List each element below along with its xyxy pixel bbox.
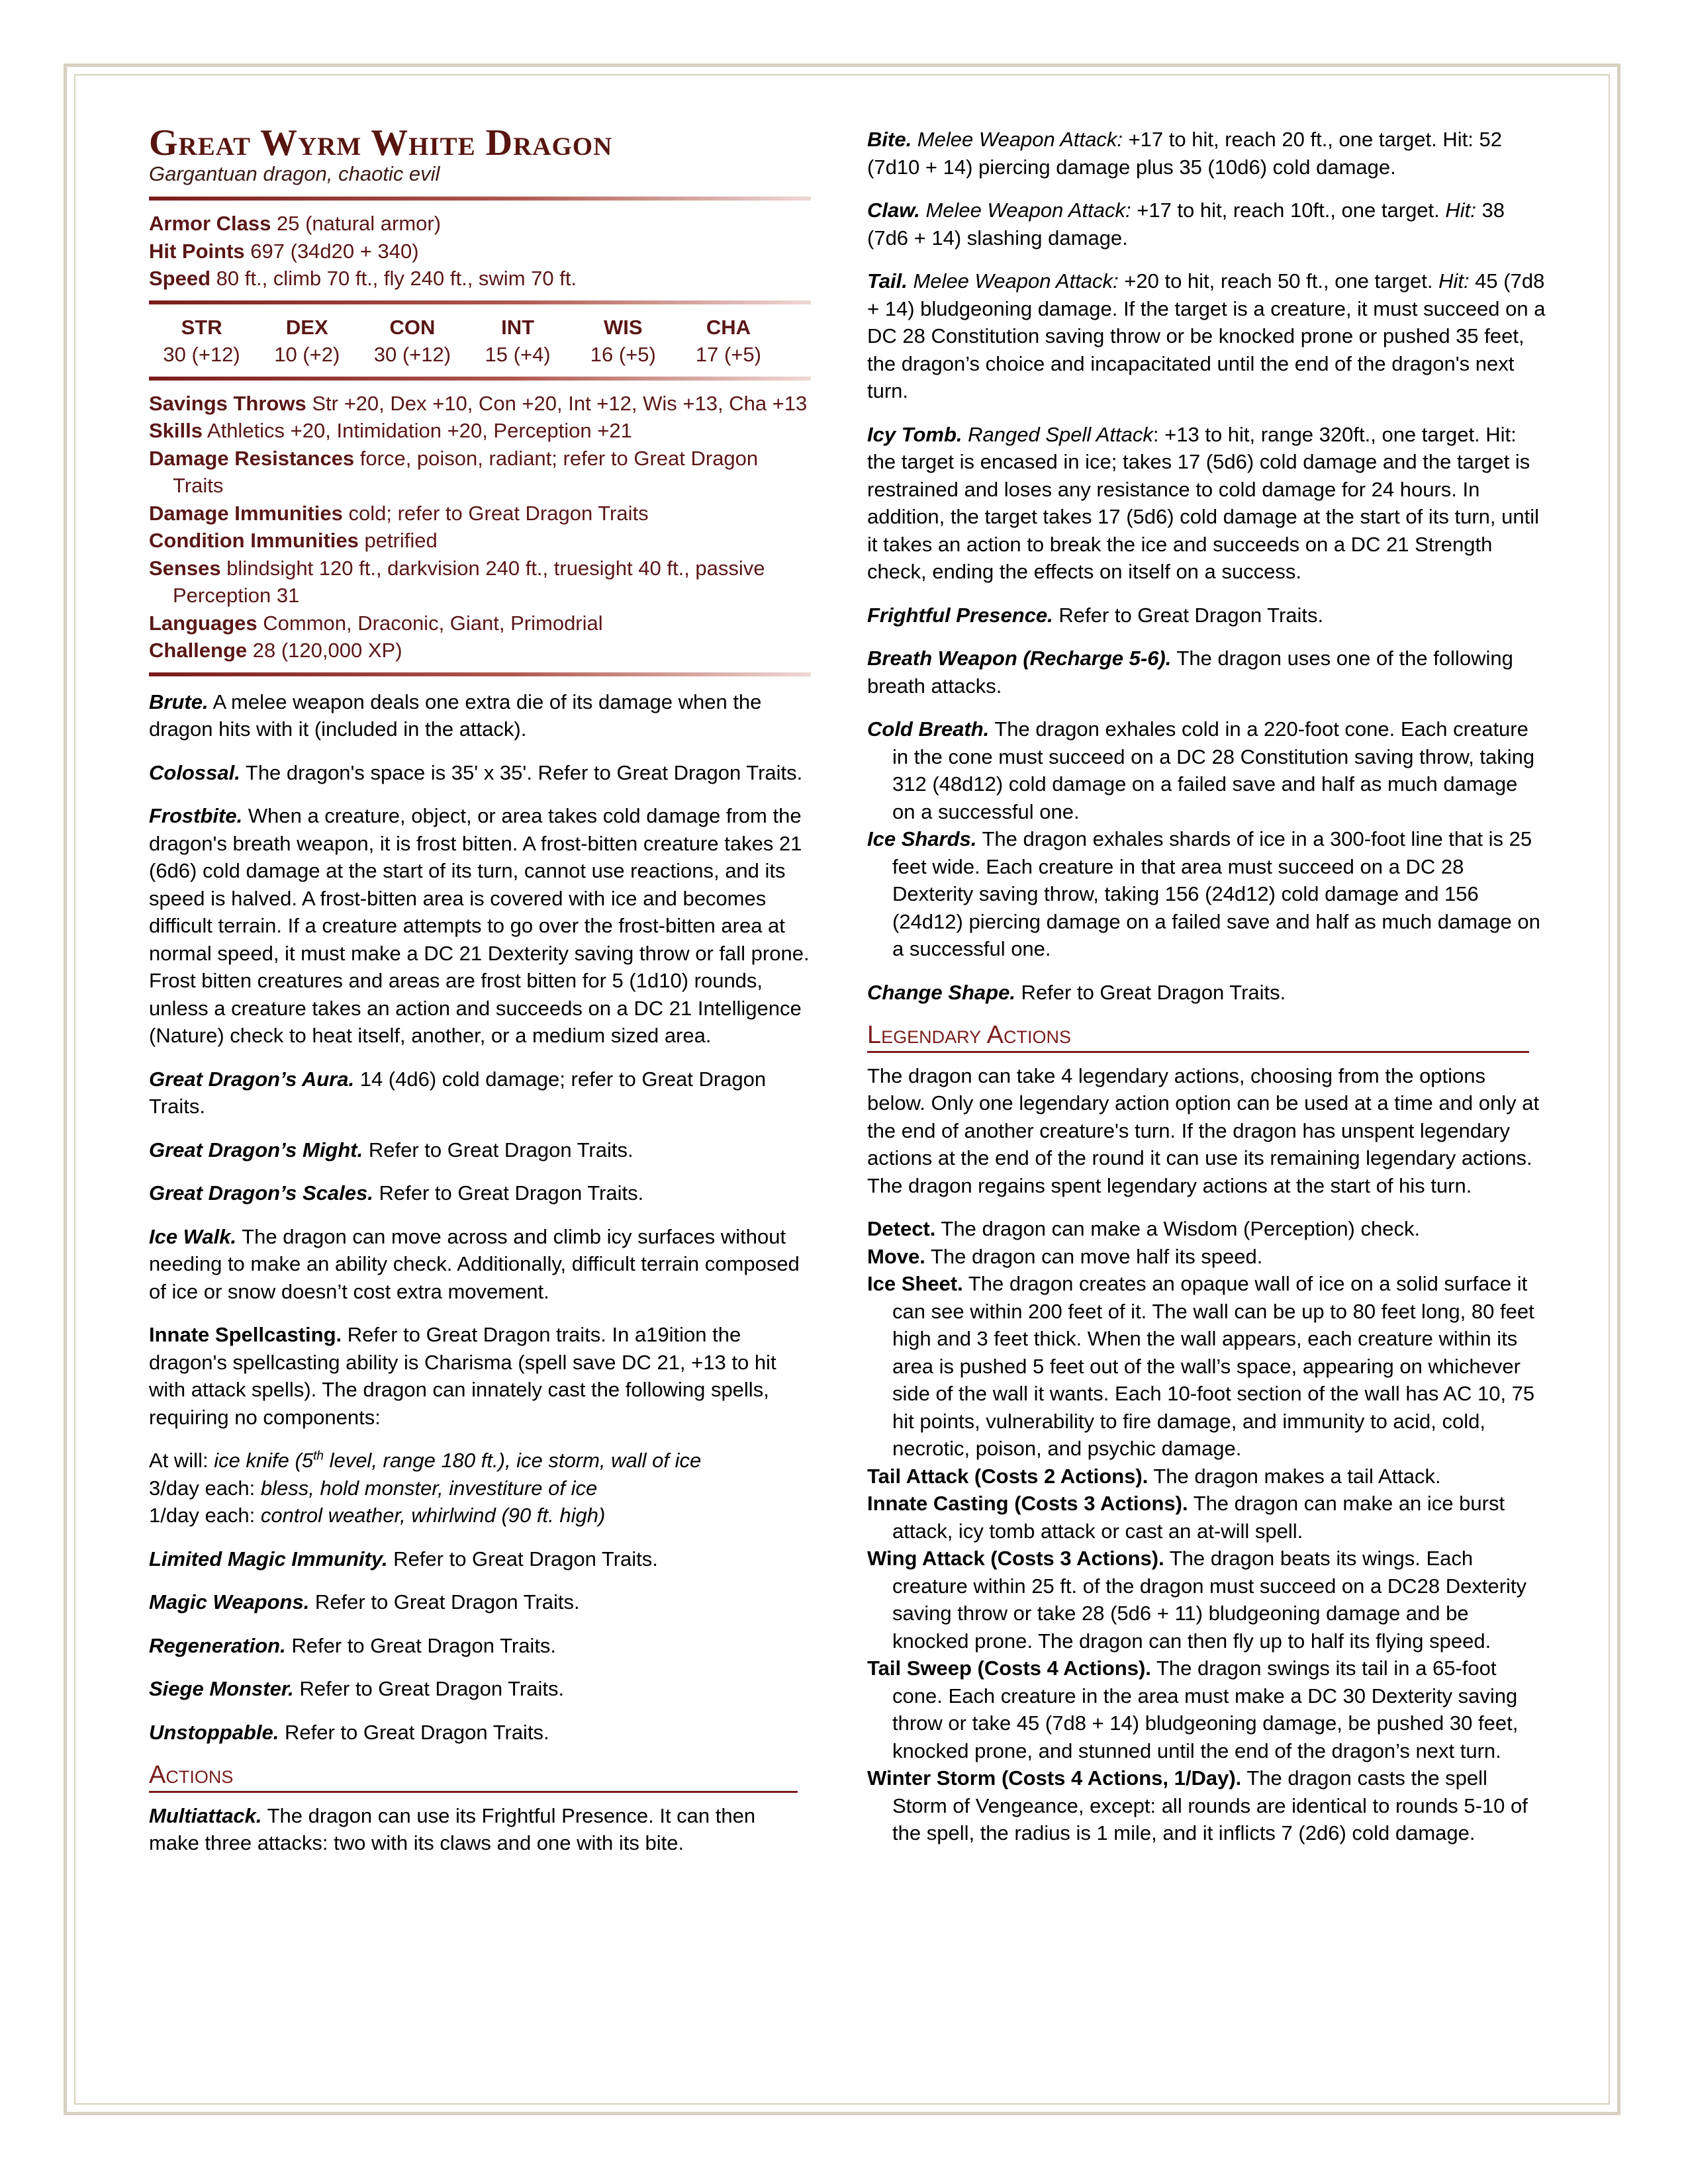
divider [149, 300, 811, 304]
prop-senses: Senses blindsight 120 ft., darkvision 240 ft., truesight 40 ft., passive Perception 31 [149, 556, 765, 607]
trait-great-dragons-might: Great Dragon’s Might. Refer to Great Dragon Traits. [149, 1138, 633, 1161]
ability-int: INT 15 (+4) [485, 315, 551, 366]
prop-skills: Skills Athletics +20, Intimidation +20, Perception +21 [149, 419, 632, 442]
breath-cold: Cold Breath. The dragon exhales cold in a 220-foot cone. Each creature in the cone must succeed on a DC 28 Constitution saving throw, taking 312 (48d12) cold damage on a failed save and half as much damage on a successful one. [867, 717, 1535, 823]
prop-condition-immunities: Condition Immunities petrified [149, 529, 438, 552]
spell-1-per-day: 1/day each: control weather, whirlwind (90 ft. high) [149, 1504, 606, 1527]
trait-brute: Brute. A melee weapon deals one extra die of its damage when the dragon hits with it (included in the attack). [149, 690, 762, 741]
legendary-tail-attack: Tail Attack (Costs 2 Actions). The dragon makes a tail Attack. [867, 1464, 1441, 1488]
monster-title: Great Wyrm White Dragon [149, 122, 613, 163]
spell-3-per-day: 3/day each: bless, hold monster, investiture of ice [149, 1476, 598, 1500]
breath-ice-shards: Ice Shards. The dragon exhales shards of ice in a 300-foot line that is 25 feet wide. Each creature in that area must succeed on a DC 28 Dexterity saving throw, taking 156 (24d12) cold damage and 156 (24d12) piercing damage on a failed save and half as much damage on a successful one. [867, 827, 1540, 960]
action-multiattack: Multiattack. The dragon can use its Frightful Presence. It can then make three attacks: two with its claws and one with its bite. [149, 1803, 756, 1854]
prop-damage-resistances: Damage Resistances force, poison, radiant; refer to Great Dragon Traits [149, 446, 759, 497]
legendary-list [867, 1215, 1546, 1847]
legendary-move: Move. The dragon can move half its speed. [867, 1244, 1263, 1268]
legendary-actions-heading: Legendary Actions [867, 1022, 1529, 1053]
prop-damage-immunities: Damage Immunities cold; refer to Great Dragon Traits [149, 501, 649, 525]
ability-wis: WIS 16 (+5) [590, 315, 656, 366]
legendary-detect: Detect. The dragon can make a Wisdom (Perception) check. [867, 1217, 1421, 1240]
trait-innate-spellcasting: Innate Spellcasting. Refer to Great Dragon traits. In a19ition the dragon's spellcasting ability is Charisma (spell save DC 21, +13 to hit with attack spells). The dragon can innately cast the following spells, requiring no components: [149, 1323, 776, 1429]
trait-great-dragons-aura: Great Dragon’s Aura. 14 (4d6) cold damage; refer to Great Dragon Traits. [149, 1067, 767, 1118]
trait-ice-walk: Ice Walk. The dragon can move across and climb icy surfaces without needing to make an ability check. Additionally, difficult terrain composed of ice or snow doesn’t cost extra movement. [149, 1224, 800, 1303]
legendary-ice-sheet: Ice Sheet. The dragon creates an opaque wall of ice on a solid surface it can see within 200 feet of it. The wall can be up to 80 feet long, 80 feet high and 3 feet thick. When the wall appears, each creature within its area is pushed 5 feet out of the wall’s space, appearing on whichever side of the wall it wants. Each 10-foot section of the wall has AC 10, 75 hit points, vulnerability to fire damage, and immunity to acid, cold, necrotic, poison, and psychic damage. [867, 1272, 1535, 1460]
legendary-winter-storm: Winter Storm (Costs 4 Actions, 1/Day). The dragon casts the spell Storm of Vengeance, except: all rounds are identical to rounds 5-10 of the spell, the radius is 1 mile, and it inflicts 7 (2d6) cold damage. [867, 1766, 1528, 1844]
ability-scores [149, 314, 781, 369]
monster-subtitle: Gargantuan dragon, chaotic evil [149, 161, 440, 185]
legendary-wing-attack: Wing Attack (Costs 3 Actions). The dragon beats its wings. Each creature within 25 ft. of the dragon must succeed on a DC28 Dexterity saving throw or take 28 (5d6 + 11) bludgeoning damage and be knocked prone. The dragon can then fly up to half its flying speed. [867, 1547, 1527, 1653]
action-claw: Claw. Melee Weapon Attack: +17 to hit, reach 10ft., one target. Hit: 38 (7d6 + 14) slashing damage. [867, 199, 1505, 250]
legendary-innate-casting: Innate Casting (Costs 3 Actions). The dragon can make an ice burst attack, icy tomb attack or cast an at-will spell. [867, 1492, 1505, 1543]
left-column [149, 122, 811, 1873]
ability-dex: DEX 10 (+2) [274, 315, 340, 366]
prop-languages: Languages Common, Draconic, Giant, Primodrial [149, 611, 603, 635]
trait-frostbite: Frostbite. When a creature, object, or area takes cold damage from the dragon's breath weapon, it is frost bitten. A frost-bitten creature takes 21 (6d6) cold damage at the start of its turn, cannot use reactions, and its speed is halved. A frost-bitten area is covered with ice and becomes difficult terrain. If a creature attempts to go over the frost-bitten area at normal speed, it must make a DC 21 Dexterity saving throw or fall prone. Frost bitten creatures and areas are frost bitten for 5 (1d10) rounds, unless a creature takes an action and succeeds on a DC 21 Intelligence (Nature) check to heat itself, another, or a medium sized area. [149, 804, 810, 1047]
stat-hit-points: Hit Points 697 (34d20 + 340) [149, 239, 419, 263]
trait-great-dragons-scales: Great Dragon’s Scales. Refer to Great Dragon Traits. [149, 1181, 644, 1205]
trait-unstoppable: Unstoppable. Refer to Great Dragon Traits. [149, 1720, 549, 1744]
spell-at-will: At will: ice knife (5th level, range 180 ft.), ice storm, wall of ice [149, 1449, 702, 1472]
legendary-tail-sweep: Tail Sweep (Costs 4 Actions). The dragon swings its tail in a 65-foot cone. Each creature in the area must make a DC 30 Dexterity saving throw or take 45 (7d8 + 14) bludgeoning damage, be pushed 30 feet, knocked prone, and stunned until the end of the dragon’s next turn. [867, 1657, 1519, 1762]
ability-cha: CHA 17 (+5) [695, 315, 761, 366]
stat-armor-class: Armor Class 25 (natural armor) [149, 212, 442, 235]
action-frightful-presence: Frightful Presence. Refer to Great Dragon Traits. [867, 603, 1324, 627]
prop-saving-throws: Savings Throws Str +20, Dex +10, Con +20, Int +12, Wis +13, Cha +13 [149, 391, 808, 415]
trait-siege-monster: Siege Monster. Refer to Great Dragon Traits. [149, 1677, 565, 1700]
action-breath-weapon: Breath Weapon (Recharge 5-6). The dragon uses one of the following breath attacks. [867, 647, 1513, 698]
legendary-intro: The dragon can take 4 legendary actions, choosing from the options below. Only one legendary action option can be used at a time and only at the end of another creature's turn. If the dragon has unspent legendary actions at the end of the round it can use its remaining legendary actions. The dragon regains spent legendary actions at the start of his turn. [867, 1064, 1540, 1197]
action-change-shape: Change Shape. Refer to Great Dragon Traits. [867, 980, 1286, 1004]
spell-list [149, 1447, 811, 1529]
actions-heading: Actions [149, 1762, 798, 1793]
breath-list [867, 715, 1546, 963]
action-tail: Tail. Melee Weapon Attack: +20 to hit, reach 50 ft., one target. Hit: 45 (7d8 + 14) bludgeoning damage. If the target is a creature, it must succeed on a DC 28 Constitution saving throw or be knocked prone or pushed 35 feet, the dragon’s choice and incapacitated until the end of the dragon's next turn. [867, 269, 1546, 402]
trait-limited-magic-immunity: Limited Magic Immunity. Refer to Great Dragon Traits. [149, 1547, 658, 1570]
ability-str: STR 30 (+12) [163, 315, 240, 366]
action-icy-tomb: Icy Tomb. Ranged Spell Attack: +13 to hit, range 320ft., one target. Hit: the target is encased in ice; takes 17 (5d6) cold damage and the target is restrained and loses any resistance to cold damage for 24 hours. In addition, the target takes 17 (5d6) cold damage at the start of its turn, until it takes an action to break the ice and succeeds on a DC 21 Strength check, ending the effects on itself on a success. [867, 422, 1539, 583]
trait-regeneration: Regeneration. Refer to Great Dragon Traits. [149, 1633, 557, 1657]
trait-colossal: Colossal. The dragon's space is 35' x 35'. Refer to Great Dragon Traits. [149, 760, 803, 784]
prop-challenge: Challenge 28 (120,000 XP) [149, 639, 402, 662]
ability-con: CON 30 (+12) [373, 315, 451, 366]
divider [149, 377, 811, 381]
trait-magic-weapons: Magic Weapons. Refer to Great Dragon Traits. [149, 1590, 580, 1614]
right-column [867, 126, 1546, 1847]
divider [149, 672, 811, 676]
action-bite: Bite. Melee Weapon Attack: +17 to hit, reach 20 ft., one target. Hit: 52 (7d10 + 14) piercing damage plus 35 (10d6) cold damage. [867, 128, 1502, 179]
stat-speed: Speed 80 ft., climb 70 ft., fly 240 ft., swim 70 ft. [149, 267, 577, 290]
divider [149, 197, 811, 201]
